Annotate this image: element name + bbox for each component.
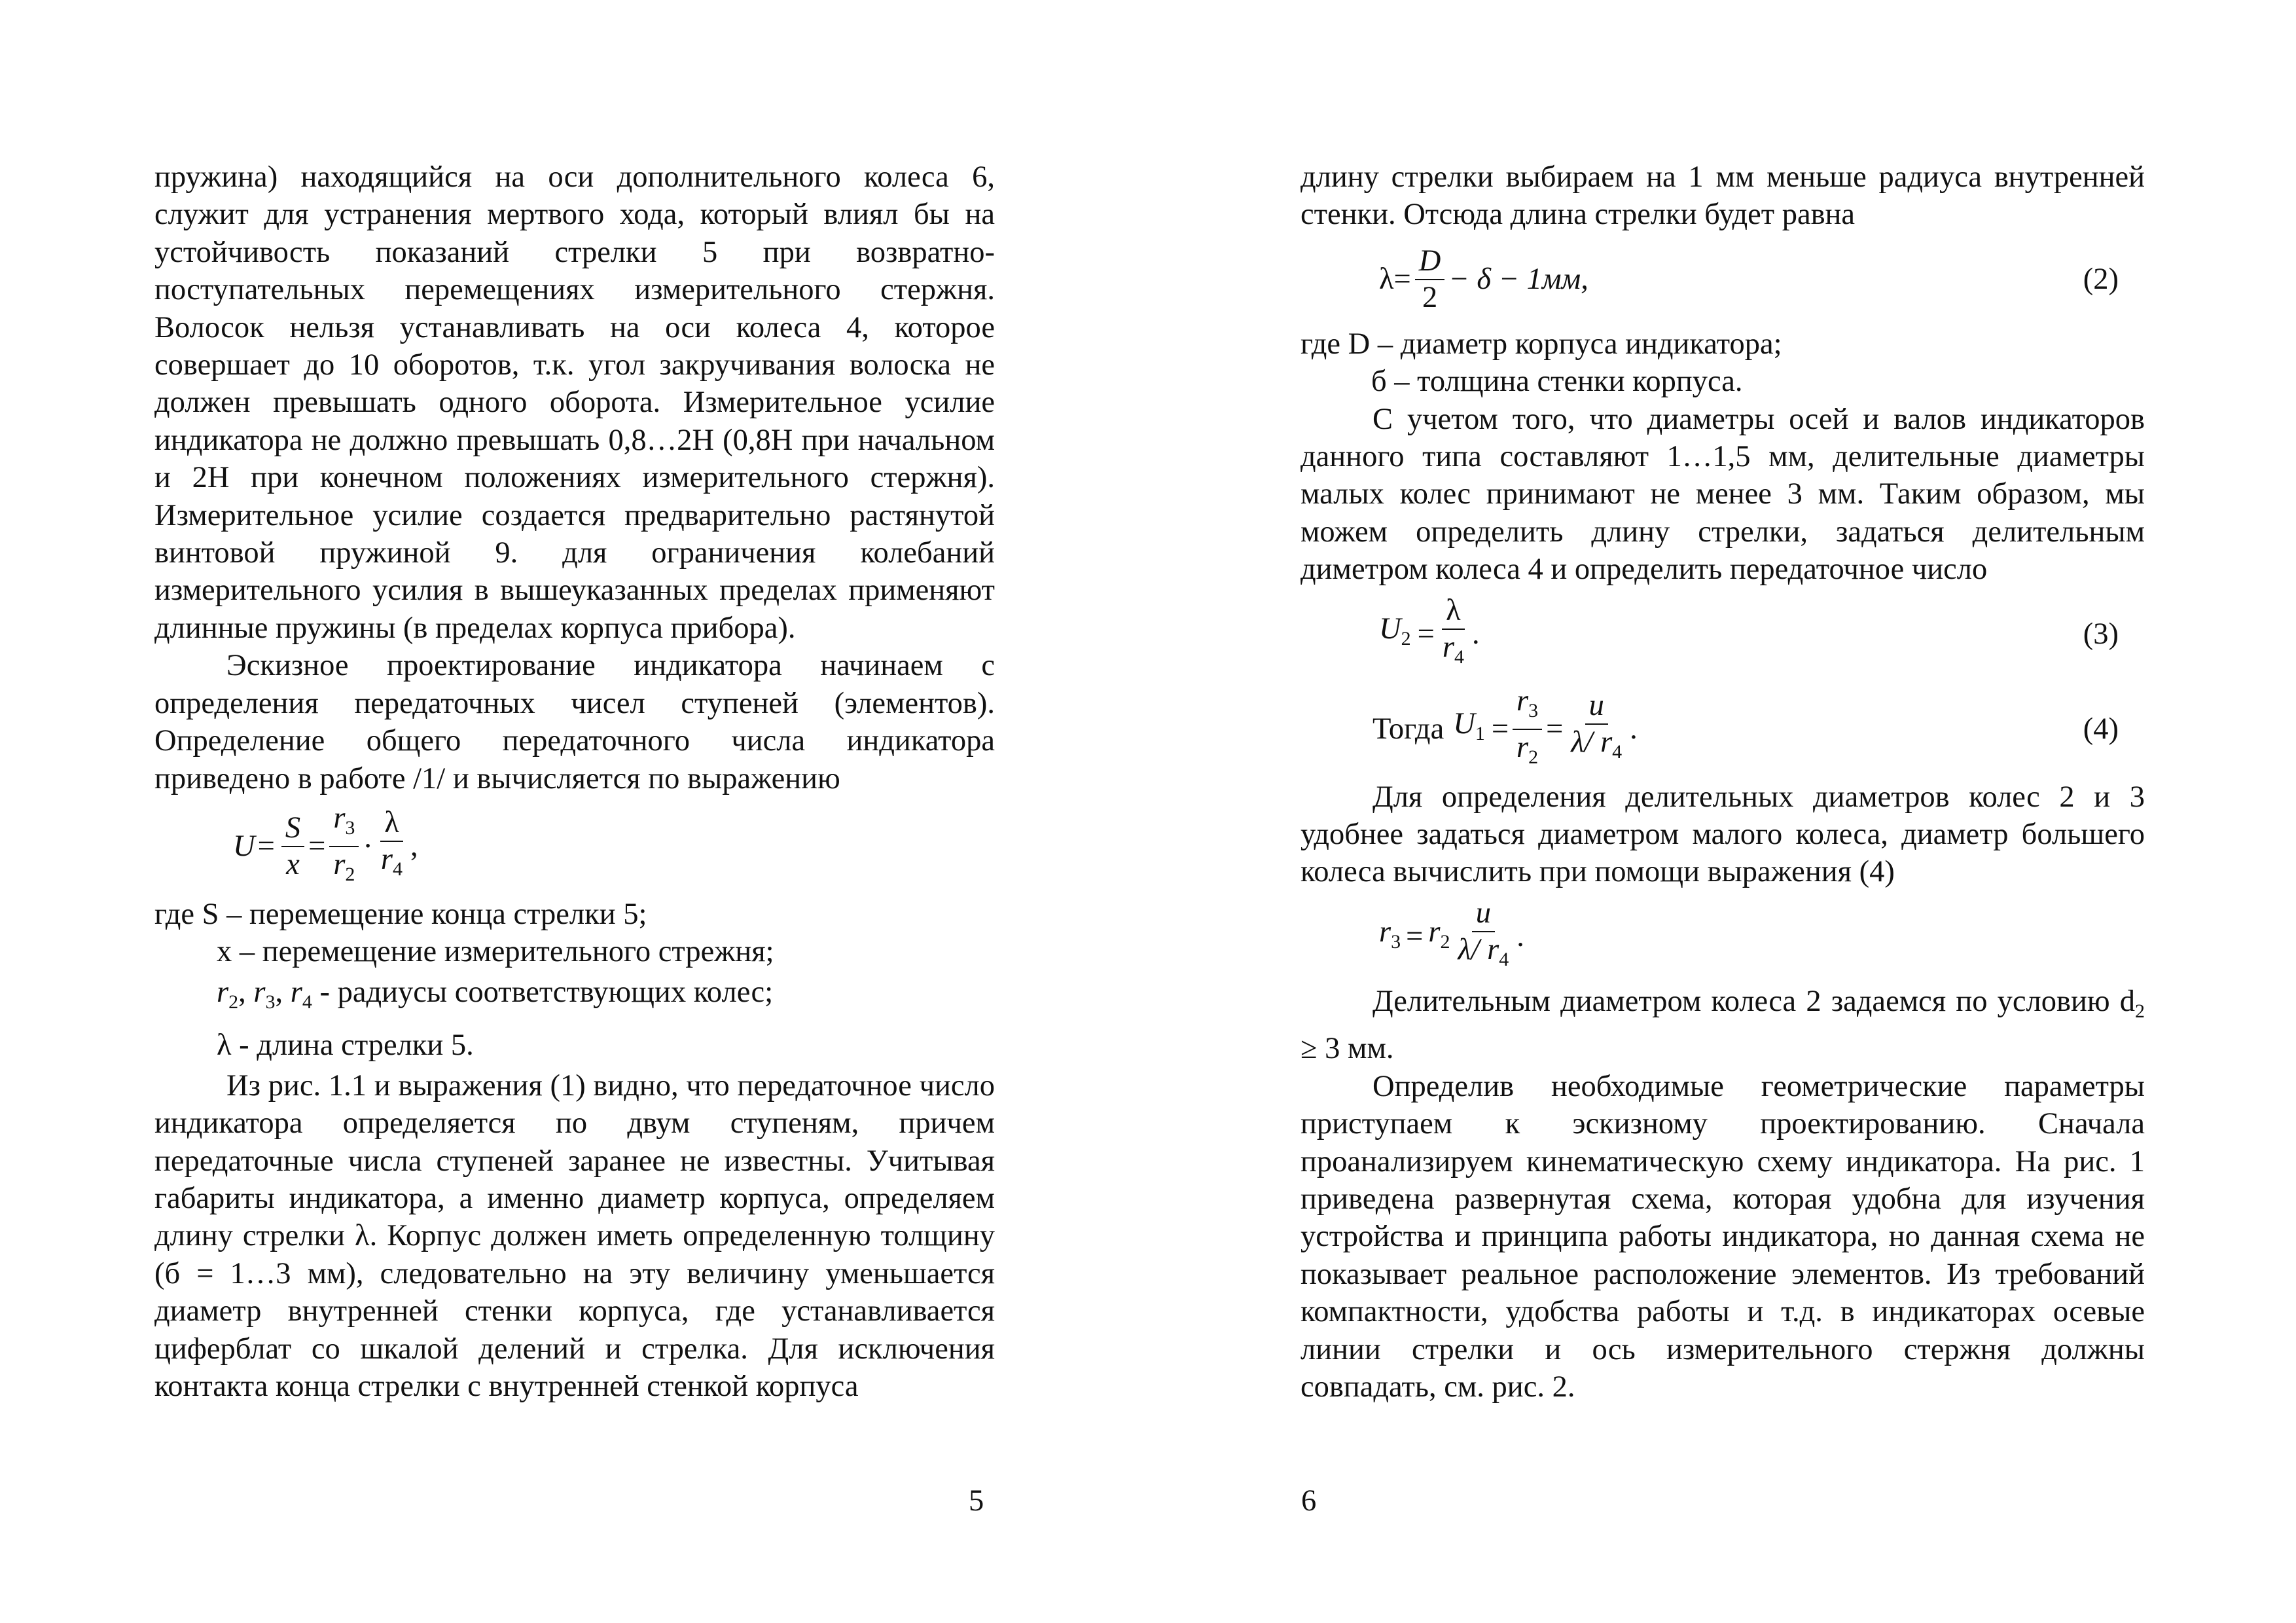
eq2-num: D <box>1415 244 1445 280</box>
eq3-den <box>1439 630 1468 675</box>
equation-3 <box>1300 589 2145 680</box>
equation-1 <box>154 797 995 896</box>
eq4-f2-den <box>1567 725 1626 770</box>
para4-text-1: Делительным диаметром колеса 2 задаемся по условию d <box>1372 984 2135 1018</box>
eq1-f1-num: S <box>281 811 304 847</box>
eq1-f3-den-r: r <box>380 843 393 877</box>
eq4-lhs-u: U <box>1453 707 1475 741</box>
left-paragraph-2: Эскизное проектирование индикатора начинаем с определения передаточных чисел ступеней (элементов). Определение общего передаточного числа индикатора приведено в работе /1/ и вычисляется по выражению <box>154 649 995 795</box>
where-s: где S – перемещение конца стрелки 5; <box>154 897 647 931</box>
eq2-body <box>1300 244 1588 316</box>
eq4-f1-num-sub: 3 <box>1528 699 1539 721</box>
eq1-f2-den-r: r <box>333 847 346 881</box>
right-page <box>1148 0 2296 1623</box>
left-paragraph-1: пружина) находящийся на оси дополнительного колеса 6, служит для устранения мертвого хода, который влиял бы на устойчивость показаний стрелки 5 при возвратно-поступательных перемещениях измерительного стержня. Волосок нельзя устанавливать на оси колеса 4, которое совершает до 10 оборотов, т.к. угол закручивания волоска не должен превышать одного оборота. Измерительное усилие индикатора не должно превышать 0,8…2Н (0,8Н при начальном и 2Н при конечном положениях измерительного стержня). Измерительное усилие создается предварительно растянутой винтовой пружиной 9. для ограничения колебаний измерительного усилия в вышеуказанных пределах применяют длинные пружины (в пределах корпуса прибора). <box>154 160 995 645</box>
eq1-f1-den: x <box>286 847 300 881</box>
right-paragraph-5: Определив необходимые геометрические параметры приступаем к эскизному проектированию. Сначала проанализируем кинематическую схему индикатора. На рис. 1 приведена развернутая схема, которая удобна для изучения устройства и принципа работы индикатора, но данная схема не показывает реальное расположение элементов. Из требований компактности, удобства работы и т.д. в индикаторах осевые линии стрелки и ось измерительного стержня должны совпадать, см. рис. 2. <box>1300 1069 2145 1404</box>
eq1-fraction-lambda-r4 <box>377 805 406 887</box>
eq4-f2-num: u <box>1585 688 1608 725</box>
eq1-lhs: U <box>233 830 255 864</box>
equation-5 <box>1300 891 2145 983</box>
where-comma-2: , <box>275 975 291 1009</box>
eq5-trail: . <box>1516 920 1524 954</box>
eq4-prefix: Тогда <box>1372 712 1444 746</box>
eq3-eqsign: = <box>1417 617 1435 651</box>
eq5-mid <box>1428 913 1450 960</box>
eq4-trail: . <box>1630 712 1638 746</box>
left-paragraph-3: Из рис. 1.1 и выражения (1) видно, что передаточное число индикатора определяется по двум ступеням, причем передаточные числа ступеней заранее не известны. Учитывая габариты индикатора, а именно диаметр корпуса, определяем длину стрелки λ. Корпус должен иметь определенную толщину (б = 1…3 мм), следовательно на эту величину уменьшается диаметр внутренней стенки корпуса, где устанавливается циферблат со шкалой делений и стрелка. Для исключения контакта конца стрелки с внутренней стенкой корпуса <box>154 1068 995 1403</box>
eq3-number: (3) <box>2083 617 2119 651</box>
eq3-body <box>1300 593 1480 675</box>
eq3-den-r: r <box>1442 630 1454 665</box>
eq1-eqsign-1: = <box>257 830 275 864</box>
eq3-den-sub: 4 <box>1454 646 1464 668</box>
right-where-d: где D – диаметр корпуса индикатора; <box>1300 327 1782 361</box>
where-r4-sub: 4 <box>302 991 312 1013</box>
eq5-lhs <box>1379 913 1401 960</box>
eq4-body <box>1300 684 1638 775</box>
left-text-column <box>154 158 995 1405</box>
eq4-f1-den-sub: 2 <box>1528 746 1539 768</box>
eq5-mid-sub: 2 <box>1440 930 1450 953</box>
eq3-fraction <box>1439 593 1468 675</box>
eq2-number: (2) <box>2083 263 2119 297</box>
right-paragraph-3: Для определения делительных диаметров колес 2 и 3 удобнее задаться диаметром малого колеса, диаметр большего колеса вычислить при помощи выражения (4) <box>1300 780 2145 889</box>
eq3-lhs-u: U <box>1379 612 1401 646</box>
eq1-trail: , <box>410 830 418 864</box>
eq1-dot: · <box>363 830 373 864</box>
equation-2 <box>1300 234 2145 325</box>
eq4-f1-num-r: r <box>1516 684 1529 718</box>
where-r2: r <box>217 975 229 1009</box>
where-lambda: λ - длина стрелки 5. <box>217 1028 474 1062</box>
eq4-fraction-2 <box>1567 688 1626 770</box>
right-text-column <box>1300 158 2145 1406</box>
eq1-eqsign-2: = <box>308 830 326 864</box>
where-radii <box>154 971 995 1024</box>
where-r3: r <box>253 975 266 1009</box>
para4-text-2: ≥ 3 мм. <box>1300 1032 1394 1066</box>
eq5-den <box>1454 932 1513 977</box>
eq4-eqsign-2: = <box>1546 712 1564 746</box>
eq5-mid-r: r <box>1428 915 1441 949</box>
where-r3-sub: 3 <box>265 991 276 1013</box>
eq4-f2-den-text: λ/ r <box>1571 725 1613 759</box>
eq1-fraction-s-x <box>281 811 304 883</box>
page-number-right: 6 <box>1301 1484 1317 1518</box>
equation-4 <box>1300 680 2145 778</box>
eq1-f3-num: λ <box>380 805 403 842</box>
eq1-f2-num-r: r <box>333 801 346 835</box>
eq4-lhs-sub: 1 <box>1475 723 1485 745</box>
where-radii-text: - радиусы соответствующих колес; <box>312 975 774 1009</box>
eq1-f2-den <box>329 847 359 892</box>
where-comma-1: , <box>238 975 254 1009</box>
eq5-eqsign: = <box>1406 920 1424 954</box>
eq3-lhs-sub: 2 <box>1401 628 1411 650</box>
eq3-trail: . <box>1471 617 1480 651</box>
eq4-eqsign-1: = <box>1491 712 1509 746</box>
eq2-lhs: λ <box>1379 263 1394 297</box>
eq3-num: λ <box>1442 593 1465 630</box>
eq5-num: u <box>1472 896 1495 932</box>
eq4-f2-den-sub: 4 <box>1612 741 1623 763</box>
eq1-f3-den <box>377 842 406 887</box>
eq5-lhs-sub: 3 <box>1391 930 1401 953</box>
eq5-den-sub: 4 <box>1499 949 1509 971</box>
eq4-lhs <box>1453 705 1485 752</box>
eq1-f2-num-sub: 3 <box>345 816 355 839</box>
right-paragraph-4 <box>1300 983 2145 1068</box>
eq5-lhs-r: r <box>1379 915 1391 949</box>
eq5-den-text: λ/ r <box>1458 933 1499 967</box>
where-r4: r <box>290 975 302 1009</box>
eq4-f1-num <box>1513 684 1542 730</box>
eq4-f1-den-r: r <box>1516 730 1529 764</box>
para4-sub: 2 <box>2135 1000 2145 1022</box>
eq1-fraction-r3-r2 <box>329 801 359 892</box>
eq4-fraction-1 <box>1513 684 1542 775</box>
right-paragraph-2: С учетом того, что диаметры осей и валов индикаторов данного типа составляют 1…1,5 мм, делительные диаметры малых колес принимают не менее 3 мм. Таким образом, мы можем определить длину стрелки, задаться делительным диметром колеса 4 и определить передаточное число <box>1300 402 2145 587</box>
right-paragraph-1: длину стрелки выбираем на 1 мм меньше радиуса внутренней стенки. Отсюда длина стрелки будет равна <box>1300 160 2145 232</box>
where-x: x – перемещение измерительного стрежня; <box>217 935 774 969</box>
eq4-number: (4) <box>2083 712 2119 746</box>
eq2-rest: − δ − 1мм, <box>1448 263 1588 297</box>
eq4-f1-den <box>1513 730 1542 775</box>
eq3-lhs <box>1379 610 1411 657</box>
eq1-f3-den-sub: 4 <box>393 858 403 881</box>
eq1-f2-den-sub: 2 <box>345 863 355 885</box>
eq2-fraction <box>1415 244 1445 316</box>
eq2-den: 2 <box>1422 280 1438 314</box>
eq2-eqsign: = <box>1393 263 1411 297</box>
right-where-b: б – толщина стенки корпуса. <box>1371 365 1743 399</box>
page-number-left: 5 <box>969 1484 984 1518</box>
where-r2-sub: 2 <box>228 991 239 1013</box>
eq5-fraction <box>1454 896 1513 977</box>
eq1-f2-num <box>329 801 359 847</box>
